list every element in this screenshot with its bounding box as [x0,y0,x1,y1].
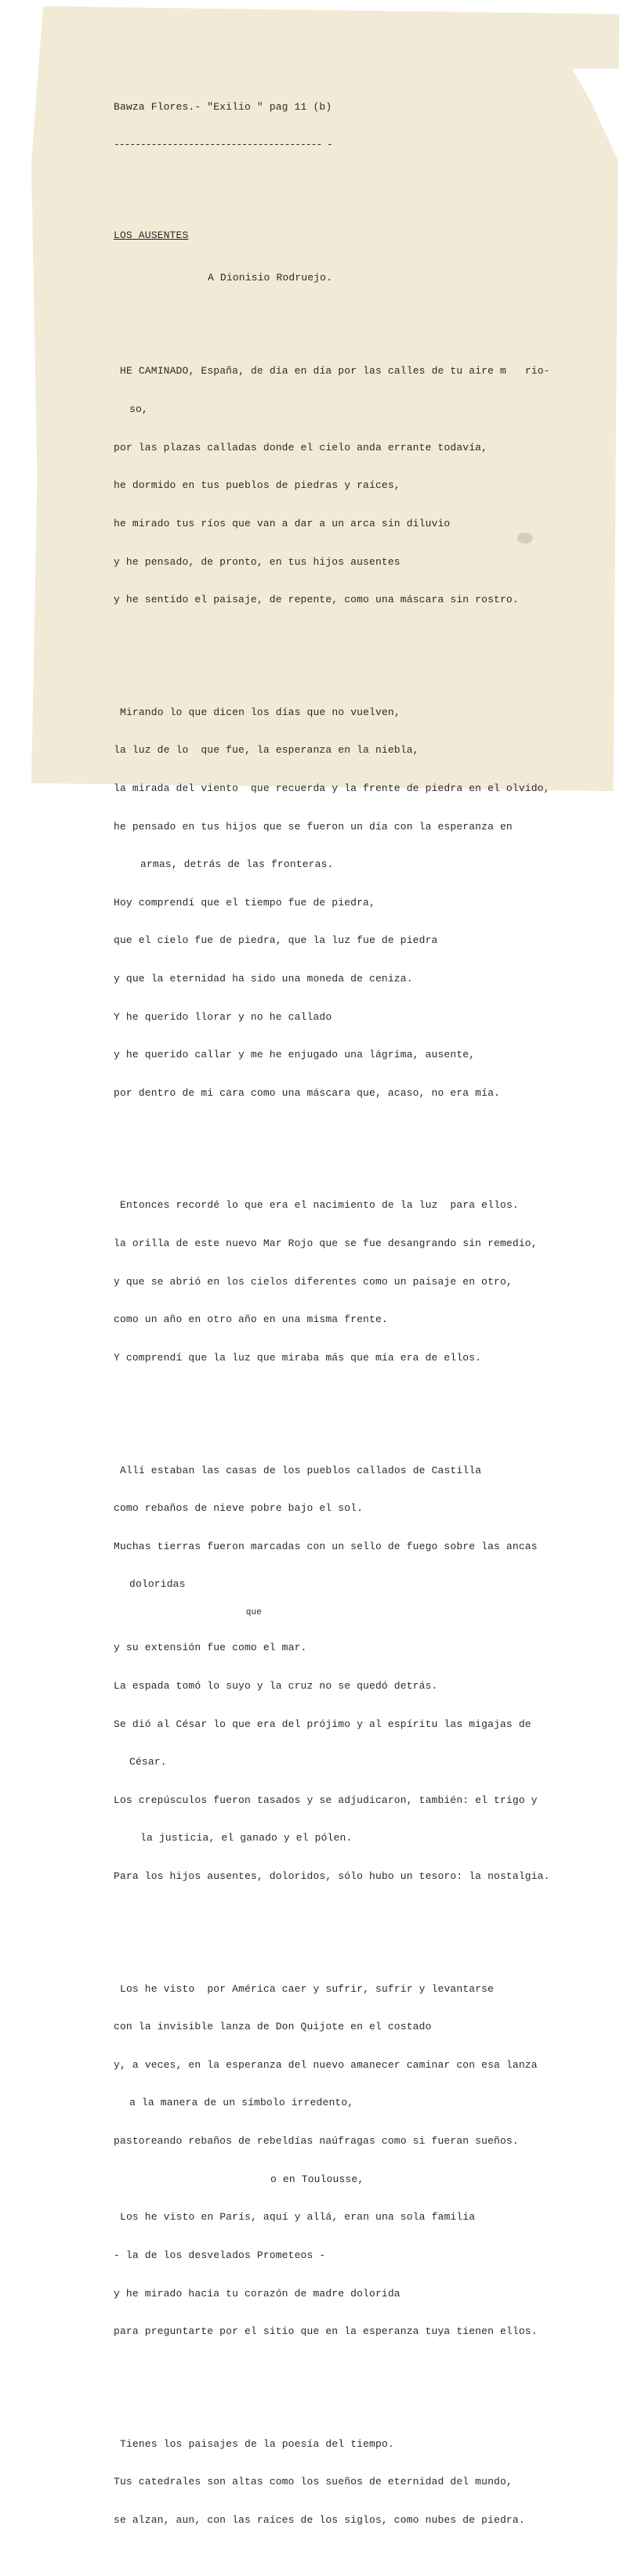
poem-line: y he sentido el paisaje, de repente, como una máscara sin rostro. [114,594,519,606]
poem-line: doloridas [129,1578,186,1591]
poem-line: y he mirado hacia tu corazón de madre dolorida [114,2287,400,2300]
poem-line: he mirado tus ríos que van a dar a un arca sin diluvio [114,517,451,529]
stanza-6 [114,2412,615,2552]
poem-line: Mirando lo que dicen los días que no vuelven, [120,706,400,718]
poem-line: por las plazas calladas donde el cielo anda errante todavía, [114,441,488,453]
poem-line: por dentro de mi cara como una máscara que, acaso, no era mía. [114,1086,500,1099]
poem-line: la mirada del viento que recuerda y la frente de piedra en el olvido, [114,782,550,794]
stanza-4 [114,1439,615,1909]
poem-line: so, [129,403,148,416]
poem-line: Los he visto por América caer y sufrir, sufrir y levantarse [120,1982,495,1995]
poem-line: Y he querido llorar y no he callado [114,1010,332,1023]
poem-line: Para los hijos ausentes, doloridos, sólo hubo un tesoro: la nostalgia. [114,1870,550,1883]
poem-line: Hoy comprendí que el tiempo fue de piedra, [114,896,375,909]
poem-line: pastoreando rebaños de rebeldías naúfragas como si fueran sueños. [114,2135,519,2148]
poem-dedication: A Dionisio Rodruejo. [208,272,333,284]
poem-line: La espada tomó lo suyo y la cruz no se quedó detrás. [114,1679,438,1692]
poem-line: la justicia, el ganado y el pólen. [140,1832,353,1844]
poem-line: Entonces recordé lo que era el nacimiento de la luz para ellos. [120,1199,519,1212]
poem-line: se alzan, aun, con las raíces de los siglos, como nubes de piedra. [114,2513,525,2526]
poem-line: armas, detrás de las fronteras. [140,858,334,871]
poem-line: he pensado en tus hijos que se fueron un día con la esperanza en [114,820,513,833]
poem-line: - la de los desvelados Prometeos - [114,2249,326,2261]
poem-line: para preguntarte por el sitio que en la esperanza tuya tienen ellos. [114,2325,538,2338]
stanza-2 [114,681,615,1125]
header-rule: --------------------------------------- - [114,139,332,151]
poem-line: y su extensión fue como el mar. [114,1642,307,1654]
poem-line: y que se abrió en los cielos diferentes como un paisaje en otro, [114,1275,513,1288]
page-header [114,75,615,177]
stanza-1 [114,340,615,632]
poem-line: Los he visto en París, aquí y allá, eran una sola familia [120,2211,476,2224]
poem-line: y, a veces, en la esperanza del nuevo amanecer caminar con esa lanza [114,2058,538,2071]
poem-line: Se dió al César lo que era del prójimo y al espíritu las migajas de [114,1718,531,1730]
poem-line: Muchas tierras fueron marcadas con un sello de fuego sobre las ancas [114,1540,538,1552]
poem-line: he dormido en tus pueblos de piedras y raíces, [114,479,400,492]
stanza-5 [114,1957,615,2364]
poem-line: Los crepúsculos fueron tasados y se adjudicaron, también: el trigo y [114,1794,538,1806]
poem-line: César. [129,1756,167,1769]
poem-line: Tus catedrales son altas como los sueños de eternidad del mundo, [114,2476,513,2488]
poem-line: Tienes los paisajes de la poesía del tiempo. [120,2437,394,2450]
poem-line: a la manera de un símbolo irredento, [129,2097,354,2109]
poem-line: y he querido callar y me he enjugado una lágrima, ausente, [114,1049,476,1061]
poem-line: la orilla de este nuevo Mar Rojo que se fue desangrando sin remedio, [114,1237,538,1250]
poem-line: como un año en otro año en una misma frente. [114,1313,388,1326]
header-title: Bawza Flores.- "Exilio " pag 11 (b) [114,100,332,113]
poem-line: como rebaños de nieve pobre bajo el sol. [114,1502,364,1515]
poem-line: que el cielo fue de piedra, que la luz fue de piedra [114,934,438,947]
poem-line: con la invisible lanza de Don Quijote en el costado [114,2021,432,2033]
poem-correction: o en Toulousse, [270,2173,364,2185]
poem-line: la luz de lo que fue, la esperanza en la niebla, [114,744,419,757]
poem-title: LOS AUSENTES [114,229,189,241]
poem-line: y que la eternidad ha sido una moneda de ceniza. [114,973,413,985]
stanza-3 [114,1174,615,1389]
poem-line: Allí estaban las casas de los pueblos callados de Castilla [120,1464,482,1476]
document-body [114,50,615,2576]
poem-correction: que [114,1607,263,1617]
poem-line: HE CAMINADO, España, de día en día por las calles de tu aire m rio- [120,365,550,378]
poem-line: Y comprendí que la luz que miraba más que mía era de ellos. [114,1351,482,1364]
poem-line: y he pensado, de pronto, en tus hijos ausentes [114,555,400,568]
